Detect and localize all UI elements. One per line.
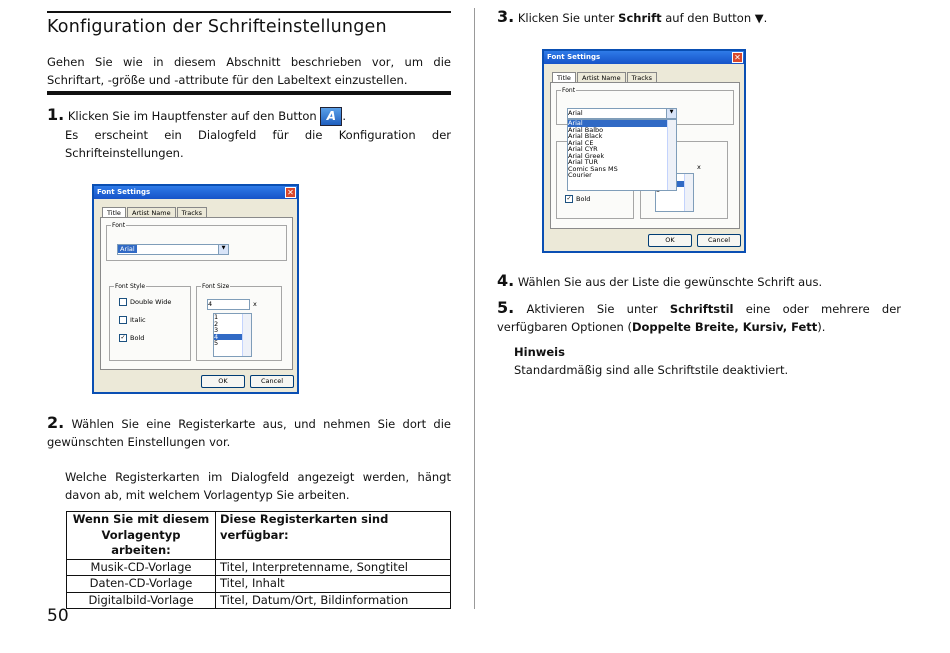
table-row	[67, 576, 451, 593]
tab-artist-name[interactable]: Artist Name	[127, 207, 176, 218]
font-select-value: Arial	[568, 109, 583, 117]
italic-label: Italic	[130, 316, 146, 324]
step-5-number: 5.	[497, 298, 515, 317]
template-table	[66, 511, 451, 609]
checkbox-box[interactable]	[119, 298, 127, 306]
font-a-icon	[320, 107, 342, 126]
tab-panel	[100, 217, 293, 370]
tab-tracks[interactable]: Tracks	[177, 207, 207, 218]
close-icon[interactable]: ✕	[285, 187, 296, 198]
scrollbar[interactable]	[667, 120, 676, 190]
size-input-value: 4	[208, 300, 213, 308]
step-2-note: Welche Registerkarten im Dialogfeld angezeigt werden, hängt davon ab, mit welchem Vorlagentyp Sie arbeiten.	[65, 470, 451, 502]
tab-tracks[interactable]: Tracks	[627, 72, 657, 83]
column-divider	[474, 8, 475, 609]
font-select[interactable]	[117, 244, 229, 255]
section-rule	[47, 91, 451, 95]
list-item[interactable]: Arial CYR	[568, 145, 598, 153]
step-3-bold: Schrift	[618, 11, 662, 25]
step-1	[47, 106, 451, 126]
list-item[interactable]: Arial TUR	[568, 158, 599, 166]
double-wide-label: Double Wide	[130, 298, 172, 306]
dialog-titlebar	[94, 186, 297, 199]
tab-artist-name[interactable]: Artist Name	[577, 72, 626, 83]
table-cell: Titel, Inhalt	[216, 576, 451, 593]
font-dropdown-list[interactable]	[567, 119, 677, 191]
step-2-text: Wählen Sie eine Registerkarte aus, und nehmen Sie dort die gewünschten Einstellungen vor.	[47, 417, 451, 449]
step-5-text-mid: eine oder mehrere der verfügbaren Optionen (	[497, 302, 902, 334]
step-1-period: .	[342, 109, 347, 123]
page-number: 50	[47, 606, 69, 626]
bold-checkbox[interactable]	[119, 334, 144, 342]
step-4-text: Wählen Sie aus der Liste die gewünschte Schrift aus.	[517, 275, 823, 289]
list-item[interactable]: 5	[214, 339, 219, 347]
tab-title[interactable]: Title	[552, 72, 576, 83]
chevron-down-icon[interactable]: ▼	[218, 245, 228, 254]
table-cell: Titel, Interpretenname, Songtitel	[216, 559, 451, 576]
font-group-label: Font	[562, 87, 576, 94]
list-item[interactable]: 4	[214, 334, 251, 341]
font-select-value: Arial	[120, 245, 135, 253]
list-item[interactable]: Arial Black	[568, 132, 603, 140]
hint-label	[514, 343, 565, 361]
list-item[interactable]: Courier	[568, 171, 592, 179]
italic-checkbox[interactable]	[119, 316, 146, 324]
check-icon[interactable]: ✓	[566, 195, 572, 202]
bold-checkbox[interactable]	[565, 195, 590, 203]
tab-title[interactable]: Title	[102, 207, 126, 218]
step-5-text-after: ).	[817, 320, 826, 334]
intro-paragraph: Gehen Sie wie in diesem Abschnitt beschrieben vor, um die Schriftart, -größe und -attribute für den Labeltext einzustellen.	[47, 55, 451, 87]
bold-label: Bold	[576, 195, 591, 203]
font-settings-dialog-dropdown	[542, 49, 746, 253]
font-group-label: Font	[112, 222, 126, 229]
step-5-bold-2: Doppelte Breite, Kursiv, Fett	[631, 320, 818, 334]
step-5-text: Aktivieren Sie unter	[526, 302, 658, 316]
step-1-number: 1.	[47, 105, 65, 124]
list-item[interactable]: Comic Sans MS	[568, 164, 618, 173]
size-unit: x	[697, 163, 701, 171]
list-item[interactable]: Arial	[568, 120, 676, 127]
close-icon[interactable]: ✕	[732, 52, 743, 63]
step-4-number: 4.	[497, 271, 515, 290]
font-style-label: Font Style	[115, 283, 146, 290]
list-item[interactable]: Arial Balbo	[568, 125, 604, 134]
step-3-text: Klicken Sie unter	[517, 11, 615, 25]
list-item[interactable]: Arial CE	[568, 138, 594, 147]
dialog-title: Font Settings	[97, 188, 151, 196]
size-input[interactable]	[207, 299, 250, 310]
table-row	[67, 592, 451, 609]
step-3-number: 3.	[497, 7, 515, 26]
scrollbar[interactable]	[242, 314, 251, 356]
ok-button[interactable]: OK	[648, 234, 692, 247]
step-3-text-after: auf den Button ▼.	[665, 11, 768, 25]
page-title: Konfiguration der Schrifteinstellungen	[47, 17, 387, 37]
hint-label-text: Hinweis	[514, 345, 565, 359]
step-2	[47, 414, 451, 451]
cancel-button[interactable]: Cancel	[697, 234, 741, 247]
table-cell: Musik-CD-Vorlage	[67, 559, 216, 576]
step-2-number: 2.	[47, 413, 65, 432]
step-1-detail: Es erscheint ein Dialogfeld für die Konfiguration der Schrifteinstellungen.	[65, 128, 451, 160]
checkbox-box[interactable]	[119, 316, 127, 324]
size-listbox[interactable]	[213, 313, 252, 357]
font-size-label: Font Size	[202, 283, 230, 290]
bold-label: Bold	[130, 334, 145, 342]
list-item[interactable]: 3	[214, 326, 219, 334]
check-icon[interactable]: ✓	[120, 334, 126, 341]
list-item[interactable]: 1	[214, 313, 219, 321]
font-settings-dialog	[92, 184, 299, 394]
table-cell: Daten-CD-Vorlage	[67, 576, 216, 593]
step-5	[497, 299, 901, 336]
font-select[interactable]	[567, 108, 677, 119]
table-header: Wenn Sie mit diesem Vorlagentyp arbeiten:	[67, 512, 216, 560]
table-cell: Digitalbild-Vorlage	[67, 592, 216, 609]
double-wide-checkbox[interactable]	[119, 298, 171, 306]
table-header-row	[67, 512, 451, 560]
size-unit: x	[253, 300, 257, 308]
hint-text: Standardmäßig sind alle Schriftstile deaktiviert.	[514, 363, 789, 377]
table-header: Diese Registerkarten sind verfügbar:	[216, 512, 451, 560]
cancel-button[interactable]: Cancel	[250, 375, 294, 388]
table-cell: Titel, Datum/Ort, Bildinformation	[216, 592, 451, 609]
chevron-down-icon[interactable]: ▼	[666, 109, 676, 118]
list-item[interactable]: Arial Greek	[568, 151, 605, 160]
table-row	[67, 559, 451, 576]
step-1-text: Klicken Sie im Hauptfenster auf den Button	[67, 109, 317, 123]
font-a-icon-label: A	[326, 109, 337, 123]
font-group	[106, 222, 287, 261]
scrollbar[interactable]	[684, 174, 693, 211]
ok-button[interactable]: OK	[201, 375, 245, 388]
step-4	[497, 272, 907, 291]
step-5-bold-1: Schriftstil	[669, 302, 734, 316]
dialog-titlebar	[544, 51, 744, 64]
top-rule	[47, 11, 451, 13]
list-item[interactable]: 2	[214, 319, 219, 328]
dialog-title: Font Settings	[547, 53, 601, 61]
step-3	[497, 8, 907, 27]
